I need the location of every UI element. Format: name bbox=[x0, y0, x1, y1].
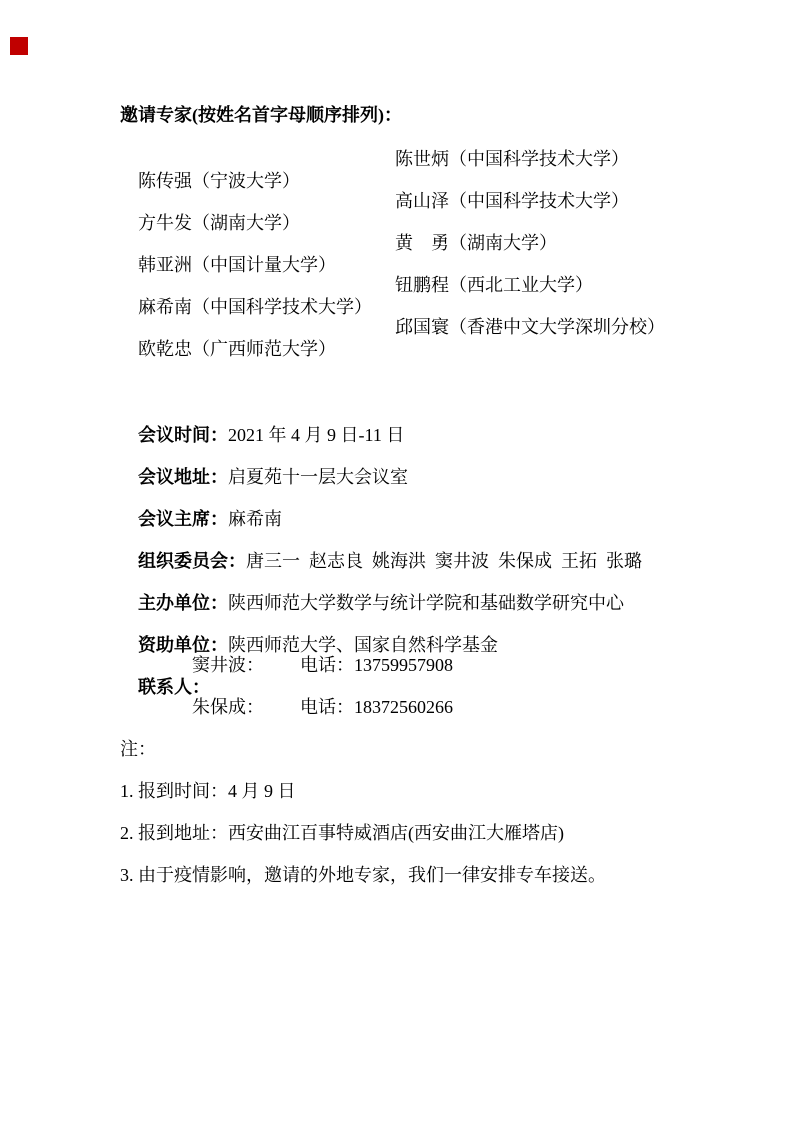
expert-name: 黄 勇（湖南大学） bbox=[395, 233, 557, 253]
info-value: 麻希南 bbox=[228, 509, 282, 529]
expert-name: 麻希南（中国科学技术大学） bbox=[138, 297, 372, 317]
note-item: 1. 报到时间：4 月 9 日 bbox=[120, 781, 296, 801]
expert-name: 欧乾忠（广西师范大学） bbox=[138, 339, 336, 359]
expert-name: 高山泽（中国科学技术大学） bbox=[395, 191, 629, 211]
red-stamp-marker bbox=[10, 37, 28, 55]
expert-name: 钮鹏程（西北工业大学） bbox=[395, 275, 593, 295]
info-label: 主办单位： bbox=[138, 593, 228, 613]
notes-heading: 注： bbox=[120, 739, 156, 759]
expert-name: 邱国寰（香港中文大学深圳分校） bbox=[395, 317, 665, 337]
phone-number: 18372560266 bbox=[354, 697, 453, 717]
expert-row bbox=[120, 316, 760, 404]
contact-phone bbox=[300, 696, 453, 718]
info-value: 陕西师范大学、国家自然科学基金 bbox=[228, 635, 498, 655]
expert-name: 韩亚洲（中国计量大学） bbox=[138, 255, 336, 275]
phone-label: 电话： bbox=[300, 697, 354, 717]
contact-name: 窦井波： bbox=[192, 655, 264, 675]
info-value: 陕西师范大学数学与统计学院和基础数学研究中心 bbox=[228, 593, 624, 613]
info-label: 会议时间： bbox=[138, 425, 228, 445]
contact-phone bbox=[300, 654, 453, 676]
contact-label: 联系人： bbox=[138, 677, 210, 697]
info-label: 会议地址： bbox=[138, 467, 228, 487]
info-label: 资助单位： bbox=[138, 635, 228, 655]
info-label: 组织委员会： bbox=[138, 551, 246, 571]
info-value: 2021 年 4 月 9 日-11 日 bbox=[228, 425, 405, 445]
expert-name: 陈传强（宁波大学） bbox=[138, 171, 300, 191]
info-label: 会议主席： bbox=[138, 509, 228, 529]
info-value: 唐三一 赵志良 姚海洪 窦井波 朱保成 王拓 张璐 bbox=[246, 551, 642, 571]
expert-name: 方牛发（湖南大学） bbox=[138, 213, 300, 233]
note-item: 3. 由于疫情影响，邀请的外地专家，我们一律安排专车接送。 bbox=[120, 865, 606, 885]
phone-label: 电话： bbox=[300, 655, 354, 675]
contact-name: 朱保成： bbox=[192, 697, 264, 717]
phone-number: 13759957908 bbox=[354, 655, 453, 675]
expert-name: 陈世炳（中国科学技术大学） bbox=[395, 149, 629, 169]
note-item: 2. 报到地址：西安曲江百事特威酒店(西安曲江大雁塔店) bbox=[120, 823, 564, 843]
info-value: 启夏苑十一层大会议室 bbox=[228, 467, 408, 487]
experts-heading: 邀请专家(按姓名首字母顺序排列)： bbox=[120, 105, 402, 125]
